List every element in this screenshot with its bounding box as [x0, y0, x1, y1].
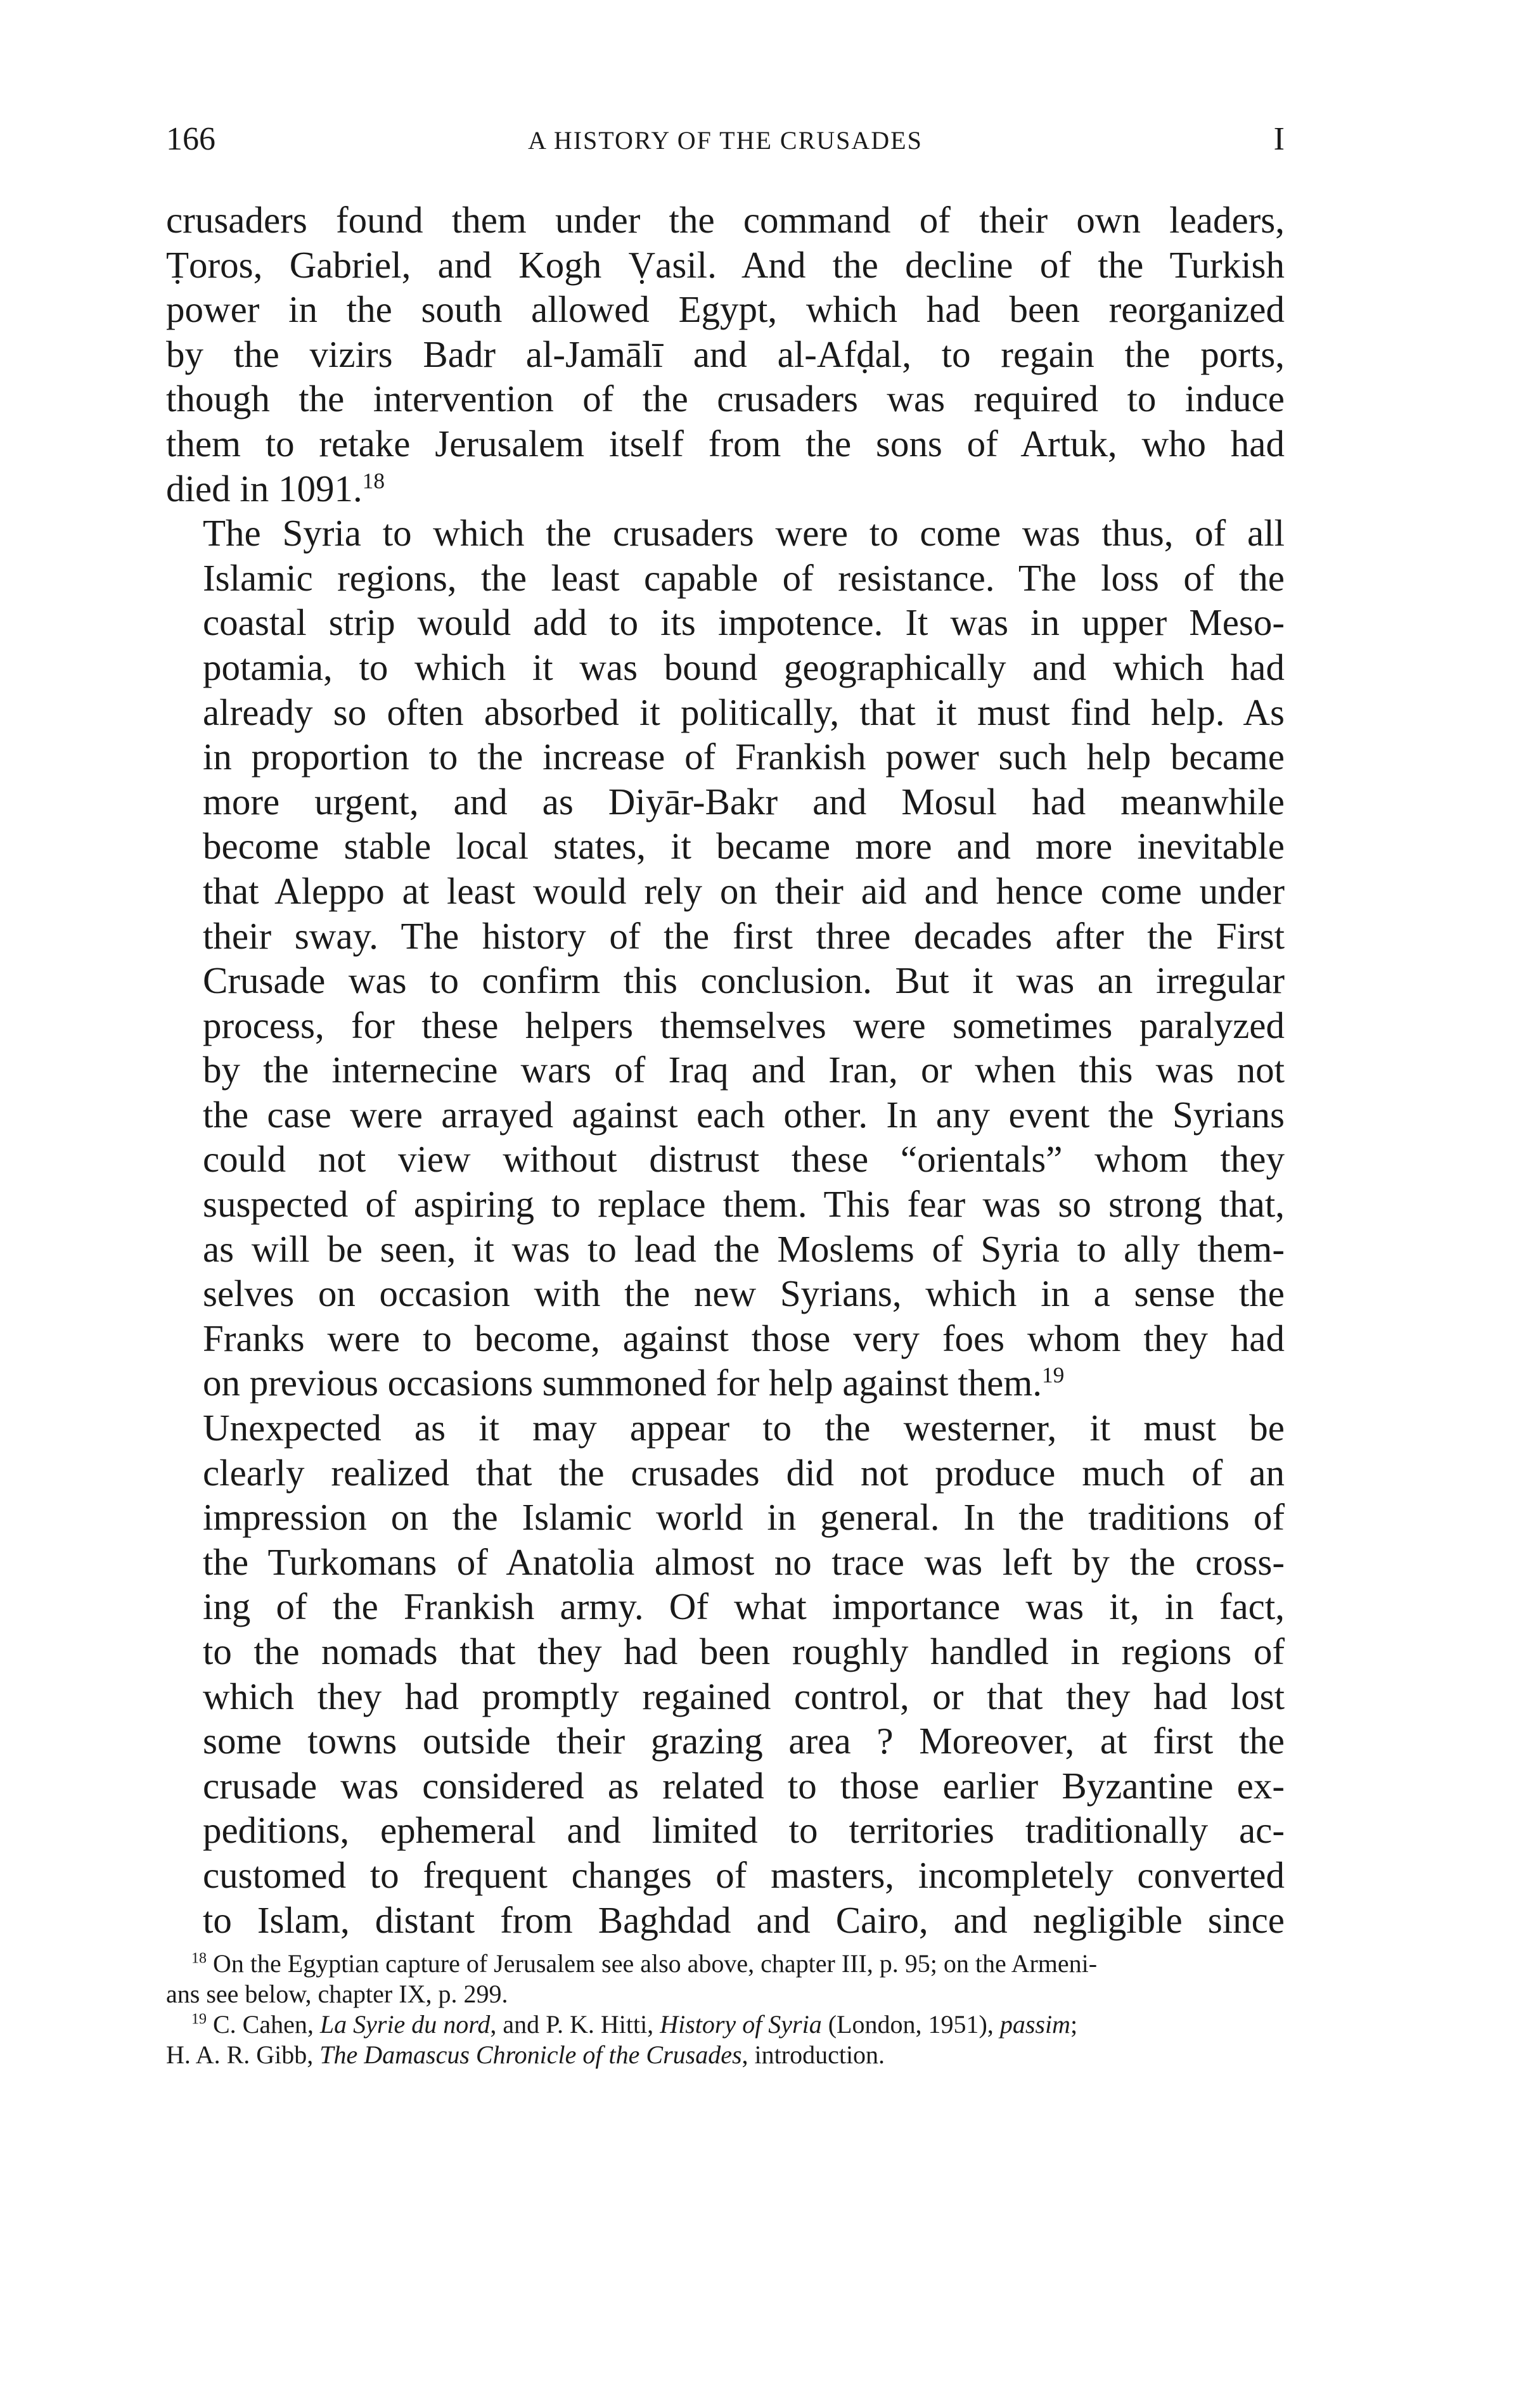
text-line: by the vizirs Badr al-Jamālī and al-Afḍal, to regain the ports, [166, 333, 1285, 375]
main-text [166, 198, 1285, 1942]
page-header [166, 120, 1285, 165]
footnote-text: ans see below, chapter IX, p. 299. [166, 1980, 508, 2008]
text-line: could not view without distrust these “orientals” whom they [203, 1138, 1285, 1181]
text-line: Crusade was to confirm this conclusion. But it was an irregular [203, 959, 1285, 1002]
footnote-text: On the Egyptian capture of Jerusalem see also above, chapter III, p. 95; on the Armeni- [213, 1949, 1098, 1978]
text-line: more urgent, and as Diyār-Bakr and Mosul had meanwhile [203, 780, 1285, 823]
text-line: to the nomads that they had been roughly handled in regions of [203, 1630, 1285, 1672]
footnotes [166, 1949, 1285, 2070]
footnote-number: 18 [191, 1950, 207, 1967]
text-line: become stable local states, it became more and more inevitable [203, 825, 1285, 868]
text-line: to Islam, distant from Baghdad and Cairo, and negligible since [203, 1899, 1285, 1941]
text-line: as will be seen, it was to lead the Moslems of Syria to ally them- [203, 1227, 1285, 1270]
text-line: Ṭoros, Gabriel, and Kogh Ṿasil. And the decline of the Turkish [166, 243, 1285, 286]
text-line: on previous occasions summoned for help against them. [203, 1362, 1042, 1404]
text-line: which they had promptly regained control, or that they had lost [203, 1675, 1285, 1717]
text-line: by the internecine wars of Iraq and Iran, or when this was not [203, 1049, 1285, 1091]
text-line: clearly realized that the crusades did not produce much of an [203, 1451, 1285, 1494]
citation-text: , introduction. [741, 2040, 885, 2069]
text-line: Unexpected as it may appear to the westerner, it must be [203, 1407, 1285, 1449]
volume-number: I [1273, 121, 1285, 157]
citation-text: H. A. R. Gibb, [166, 2040, 320, 2069]
paragraph-3 [166, 1406, 1285, 1942]
text-line: selves on occasion with the new Syrians, which in a sense the [203, 1272, 1285, 1315]
text-line: crusaders found them under the command of their own leaders, [166, 199, 1285, 241]
book-title: La Syrie du nord [319, 2010, 491, 2039]
text-line-with-note [166, 1361, 1285, 1406]
text-line: Islamic regions, the least capable of resistance. The loss of the [203, 556, 1285, 599]
text-line: though the intervention of the crusaders was required to induce [166, 378, 1285, 420]
text-line: some towns outside their grazing area ? Moreover, at first the [203, 1720, 1285, 1762]
text-line: process, for these helpers themselves were sometimes paralyzed [203, 1004, 1285, 1046]
text-line: their sway. The history of the first three decades after the First [203, 914, 1285, 957]
footnote-18 [166, 1949, 1285, 2009]
text-line: the case were arrayed against each other. In any event the Syrians [203, 1093, 1285, 1136]
footnote-ref-18[interactable]: 18 [362, 467, 385, 493]
footnote-19 [166, 2009, 1285, 2070]
paragraph-2 [166, 511, 1285, 1406]
text-line: ing of the Frankish army. Of what importance was it, in fact, [203, 1585, 1285, 1628]
book-title: The Damascus Chronicle of the Crusades [319, 2040, 742, 2069]
book-title: History of Syria [660, 2010, 822, 2039]
running-title: A HISTORY OF THE CRUSADES [528, 126, 923, 155]
text-line: The Syria to which the crusaders were to come was thus, of all [203, 512, 1285, 554]
citation-text: C. Cahen, [213, 2010, 320, 2039]
footnote-ref-19[interactable]: 19 [1041, 1362, 1065, 1388]
text-line: crusade was considered as related to those earlier Byzantine ex- [203, 1764, 1285, 1807]
text-line: potamia, to which it was bound geographically and which had [203, 646, 1285, 688]
text-line: coastal strip would add to its impotence. It was in upper Meso- [203, 601, 1285, 644]
citation-text: ; [1070, 2010, 1078, 2039]
text-line: power in the south allowed Egypt, which had been reorganized [166, 288, 1285, 331]
paragraph-1 [166, 198, 1285, 511]
page-number: 166 [166, 121, 215, 157]
text-line: in proportion to the increase of Frankish power such help became [203, 736, 1285, 778]
text-line-with-note [166, 466, 1285, 511]
citation-text: , and P. K. Hitti, [490, 2010, 660, 2039]
text-line: impression on the Islamic world in general. In the traditions of [203, 1496, 1285, 1539]
text-line: them to retake Jerusalem itself from the sons of Artuk, who had [166, 422, 1285, 464]
text-line: the Turkomans of Anatolia almost no trace was left by the cross- [203, 1540, 1285, 1583]
text-line: suspected of aspiring to replace them. This fear was so strong that, [203, 1183, 1285, 1226]
citation-text: (London, 1951), [821, 2010, 1000, 2039]
citation-line [166, 2040, 1285, 2070]
text-line: Franks were to become, against those very foes whom they had [203, 1317, 1285, 1359]
text-line: already so often absorbed it politically, that it must find help. As [203, 691, 1285, 733]
footnote-number: 19 [191, 2011, 207, 2028]
text-line: died in 1091. [166, 467, 363, 509]
text-line: peditions, ephemeral and limited to territories traditionally ac- [203, 1809, 1285, 1852]
text-line: customed to frequent changes of masters, incompletely converted [203, 1854, 1285, 1896]
text-line: that Aleppo at least would rely on their aid and hence come under [203, 869, 1285, 912]
citation-passim: passim [999, 2010, 1070, 2039]
